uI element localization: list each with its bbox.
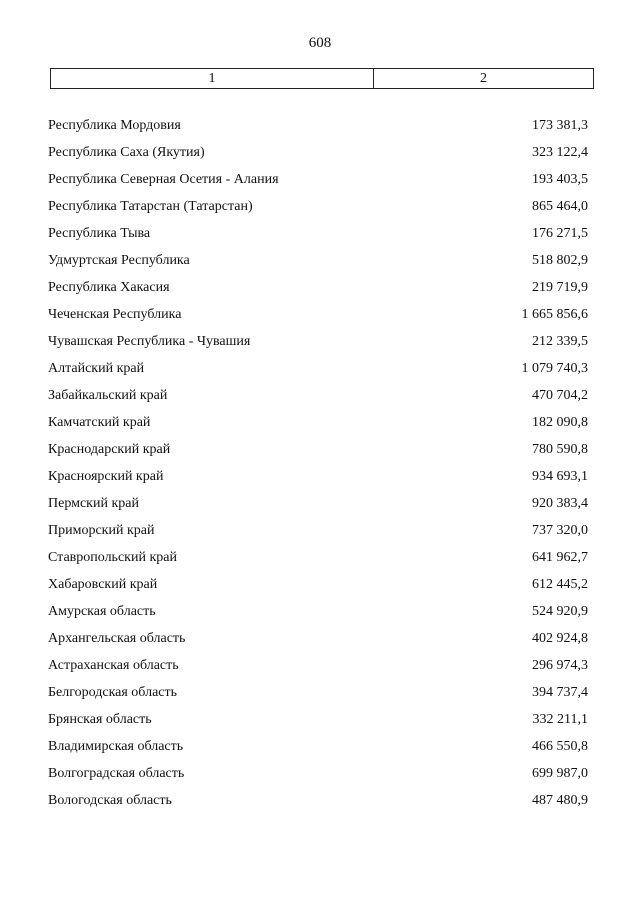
region-value: 699 987,0 [532,766,588,781]
table-row [48,409,588,436]
region-name: Вологодская область [48,793,172,808]
region-value: 518 802,9 [532,253,588,268]
table-row [48,274,588,301]
region-name: Республика Татарстан (Татарстан) [48,199,253,214]
table-row [48,760,588,787]
region-name: Республика Северная Осетия - Алания [48,172,279,187]
table-row [48,463,588,490]
region-value: 219 719,9 [532,280,588,295]
region-value: 323 122,4 [532,145,588,160]
region-name: Удмуртская Республика [48,253,190,268]
region-name: Камчатский край [48,415,151,430]
region-value: 865 464,0 [532,199,588,214]
region-name: Архангельская область [48,631,186,646]
table-row [48,571,588,598]
region-name: Пермский край [48,496,139,511]
region-name: Чувашская Республика - Чувашия [48,334,251,349]
table-row [48,301,588,328]
table-row [48,598,588,625]
region-name: Республика Хакасия [48,280,170,295]
table-header [50,68,594,89]
region-value: 394 737,4 [532,685,588,700]
region-value: 487 480,9 [532,793,588,808]
region-value: 920 383,4 [532,496,588,511]
region-name: Брянская область [48,712,152,727]
table-row [48,625,588,652]
region-value: 612 445,2 [532,577,588,592]
table-row [48,166,588,193]
region-value: 780 590,8 [532,442,588,457]
table-row [48,355,588,382]
region-name: Волгоградская область [48,766,185,781]
table-row [48,193,588,220]
table-row [48,652,588,679]
region-name: Красноярский край [48,469,164,484]
region-name: Белгородская область [48,685,178,700]
region-name: Хабаровский край [48,577,158,592]
header-column-2: 2 [480,70,487,86]
table-row [48,787,588,814]
table-row [48,112,588,139]
region-value: 332 211,1 [532,712,588,727]
region-value: 212 339,5 [532,334,588,349]
region-value: 737 320,0 [532,523,588,538]
table-row [48,706,588,733]
page-number: 608 [308,35,332,51]
region-value: 641 962,7 [532,550,588,565]
region-name: Ставропольский край [48,550,177,565]
header-column-1: 1 [51,69,374,88]
region-value: 173 381,3 [532,118,588,133]
region-name: Забайкальский край [48,388,168,403]
table-row [48,220,588,247]
table-body [48,112,588,814]
region-name: Владимирская область [48,739,184,754]
table-row [48,544,588,571]
region-value: 466 550,8 [532,739,588,754]
table-row [48,247,588,274]
table-row [48,733,588,760]
table-row [48,436,588,463]
region-name: Алтайский край [48,361,145,376]
region-name: Приморский край [48,523,155,538]
table-row [48,517,588,544]
region-value: 470 704,2 [532,388,588,403]
region-name: Астраханская область [48,658,179,673]
table-row [48,382,588,409]
region-value: 1 665 856,6 [521,307,588,322]
region-value: 182 090,8 [532,415,588,430]
region-value: 934 693,1 [532,469,588,484]
region-name: Республика Саха (Якутия) [48,145,205,160]
region-value: 1 079 740,3 [521,361,588,376]
region-name: Республика Мордовия [48,118,181,133]
table-row [48,679,588,706]
region-value: 524 920,9 [532,604,588,619]
table-row [48,328,588,355]
region-name: Республика Тыва [48,226,151,241]
region-name: Краснодарский край [48,442,171,457]
region-name: Чеченская Республика [48,307,182,322]
region-name: Амурская область [48,604,156,619]
region-value: 193 403,5 [532,172,588,187]
region-value: 402 924,8 [532,631,588,646]
table-row [48,490,588,517]
table-row [48,139,588,166]
region-value: 296 974,3 [532,658,588,673]
region-value: 176 271,5 [532,226,588,241]
